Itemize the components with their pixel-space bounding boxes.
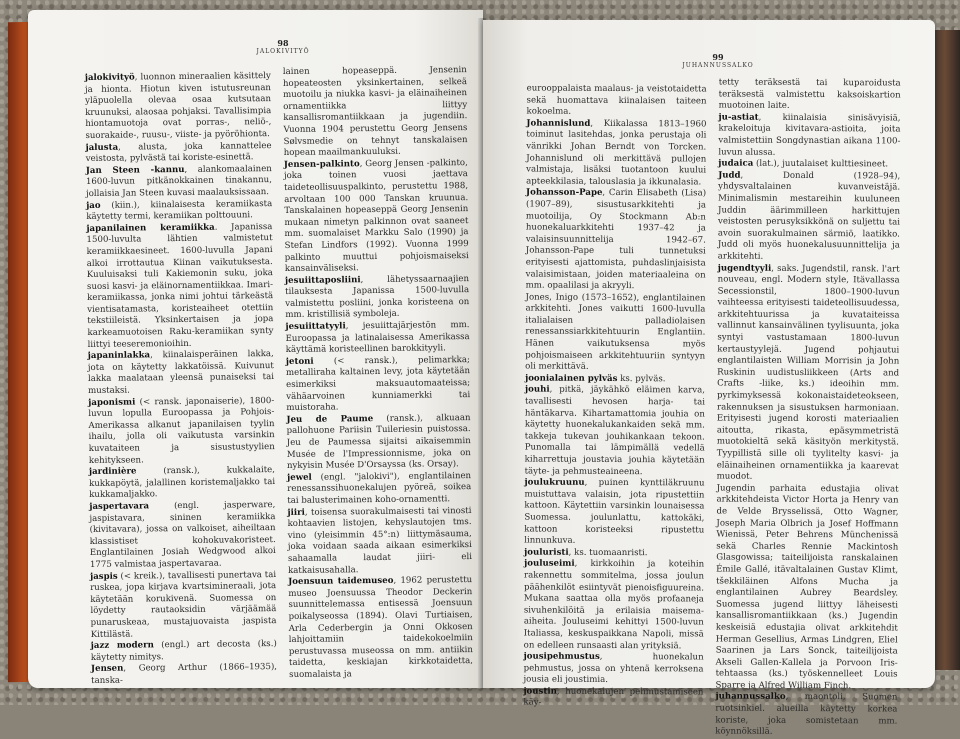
entry-text: , Georg Arthur (1866–1935), tanska-	[91, 662, 278, 686]
entry-text: (engl. "jalokivi"), englantilainen renessanssihuonekalujen pyöreä, soikea tai balusterimainen koho-ornamentti.	[287, 470, 472, 506]
entry-text: tetty teräksestä tai kuparoidusta teräksestä valmistettu kaksoiskartion muotoinen laite.	[718, 77, 901, 112]
dictionary-entry	[715, 692, 897, 739]
entry-headword: jouhi	[525, 384, 550, 396]
dictionary-entry	[86, 199, 272, 224]
entry-text: , alusta, joka kannattelee veistosta, pylvästä tai koriste-esinettä.	[85, 140, 272, 165]
entry-headword: jesuiittaposliini	[284, 274, 361, 286]
entry-headword: jiiri	[287, 507, 305, 518]
entry-text: , Carin Elisabeth (Lisa) (1907–89), sisustusarkkitehti ja muotoilija, Oy Stockmann Ab:n huonekaluarkkitehti 1937–42 ja valaisinsuunnittelija 1942–67. Johansson-Pape tuli tunnetuksi erityisesti ajattomista, puhdaslinjaisista valaisimistaan, joiden materiaaleina on mm. opaalilasi ja akryyli.	[525, 188, 707, 292]
entry-headword: ju-astiat	[718, 112, 759, 123]
entry-text: (engl.) art decosta (ks.) käytetty nimitys.	[90, 639, 277, 663]
dictionary-entry	[91, 639, 277, 664]
dictionary-entry	[288, 575, 473, 681]
dictionary-entry	[285, 320, 469, 357]
entry-headword: Jensen	[90, 663, 124, 675]
entry-headword: japaninlakka	[87, 350, 151, 362]
right-page	[483, 20, 935, 738]
entry-text: (< ransk.), pelimarkka; metalliraha kaltainen levy, jota käytetään esimerkiksi maksuautomaateissa; vähäarvoinen kunniamerkki tai muistoraha.	[285, 354, 471, 414]
entry-text: , Georg Jensen -palkinto, joka toinen vuosi jaettava taideteollisuuspalkinto, perustettu 1988, arvoltaan 100 000 Tanskan kruunua. Tanskalainen hopeaseppä Georg Jensenin mukaan nimetyn palkinnon ovat saaneet mm. suomalaiset Markku Salo (1990) ja Stefan Lindfors (1992). Vuonna 1999 palkinto muuttui pohjoismaiseksi kansainväliseksi.	[283, 157, 469, 275]
left-page-header	[253, 38, 313, 55]
dictionary-entry	[525, 373, 705, 386]
dictionary-entry	[89, 500, 276, 572]
right-running-head: JUHANNUSSALKO	[682, 62, 754, 69]
dictionary-entry	[718, 170, 900, 264]
entry-headword: jardinière	[88, 466, 137, 478]
right-page-column-2	[715, 78, 900, 739]
entry-text: . Japanissa 1500-luvulta lähtien valmistetut keramiikkaesineet. 1600-luvulla Japani alkoi irrottautua Kiinan vaikutuksesta. Kuuluisaksi tuli Kakiemonin suku, joka suosi kasvi- ja eläinornamentiikkaa. Imari-keramiikassa, jonka nimi johtui tärkeästä vientisatamasta, koristeaiheet otettiin tekstiileistä. Yksinkertaisen ja jopa karkeamuotoisen Raku-keramiikan synty liittyi teeseremonioihin.	[86, 221, 274, 350]
entry-text: , saks. Jugendstil, ransk. l'art nouveau, engl. Modern style, Itävallassa Secessionstil, 1800–1900-luvun vaihteessa erityisesti taideteollisuudessa, arkkitehtuurissa ja kuvataiteissa vallinnut kansainvälinen tyylisuunta, joka syntyi vastustamaan 1800-luvun kertaustyylejä. Jugend pohjautui englantilaisten William Morrisin ja John Ruskinin uudistusliikkeen (Arts and Crafts -liike, ks.) ideoihin mm. pyrkimyksessä kokonaistaideteokseen, rakennuksen ja sisustuksen harmoniaan. Erityisesti jugend korosti materiaalien aitoutta, rikasta, epäsymmetristä muotokieltä sekä käsityön merkitystä. Tyypillistä sille oli tyylitelty kasvi- ja eläinaiheinen ornamentiikka ja kaarevat muodot.	[716, 263, 900, 482]
dictionary-entry	[718, 112, 900, 159]
dictionary-entry	[284, 158, 469, 276]
entry-headword: jaspertavara	[89, 501, 150, 512]
entry-headword: japonismi	[88, 397, 136, 408]
dictionary-entry	[287, 506, 472, 577]
dictionary-entry	[89, 465, 275, 502]
entry-text: , alankomaalainen 1600-luvun pitkänokkainen tinakannu, jollaisia Jan Steen kuvasi maalauksissaan.	[85, 163, 272, 199]
entry-headword: Johannislund	[526, 118, 591, 129]
entry-text: (kiin.), kiinalaisesta keramiikasta käytetty termi, keramiikan polttouuni.	[86, 198, 273, 223]
entry-text: , puinen kynttiläkruunu muistuttava valaisin, jota ripustettiin kattoon. Käytettiin varsinkin lounaisessa Suomessa. joulunlattu, kattokäki, kattoon koristeeksi ripustettu linnunkuva.	[524, 478, 705, 546]
left-page-column-1	[85, 71, 277, 687]
entry-text: (engl. jasperware, jaspistavara, sininen keramiikka (kivitavara), jossa on valkoiset, aiheiltaan klassistiset kohokuvakoristeet. Englantilainen Josiah Wedgwood alkoi 1775 valmistaa jaspertavaraa.	[89, 499, 276, 570]
dictionary-entry	[86, 164, 272, 201]
entry-text: (lat.), juutalaiset kulttiesineet.	[753, 158, 889, 170]
left-page-number: 98	[277, 38, 289, 48]
entry-text: Jones, Inigo (1573–1652), englantilainen arkkitehti. Jones vaikutti 1600-luvulla italialaisen palladiolaisen renessanssiarkkitehtuurin Englantiin. Hänen vaikutuksensa myös pohjoismaiseen arkkitehtuuriin syntyyn oli merkittävä.	[525, 292, 706, 373]
entry-headword: joustin	[523, 686, 557, 697]
entry-text: , maontoli, Suomen ruotsinkiel. alueilla käytetty korkea koriste, joka somistetaan mm. köynnöksillä.	[715, 692, 898, 738]
dictionary-entry	[86, 141, 272, 166]
dictionary-entry	[523, 652, 703, 688]
dictionary-entry	[524, 547, 704, 560]
entry-text: lainen hopeaseppä. Jensenin hopeateosten yksinkertainen, selkeä muotoilu ja niukka kasvi- ja eläinaiheinen ornamentiikka liittyy kansallisromantiikkaan ja jugendiin. Vuonna 1904 perustettu Georg Jensens Sølvsmedie on tehnyt tanskalaisen hopean maailmankuuluksi.	[282, 65, 468, 159]
dictionary-entry	[718, 159, 900, 172]
entry-text: (< kreik.), tavallisesti punertava tai ruskea, jopa kirjava kvartsimineraali, jota käytetään korukivenä. Suomessa on löydetty rautaoksidin värjäämää punaruskeaa, mustajuovaista jaspista Kittilästä.	[90, 569, 277, 640]
dictionary-entry	[286, 413, 471, 473]
dictionary-entry	[525, 385, 705, 479]
right-page-header	[678, 52, 758, 69]
right-page-column-1	[523, 84, 706, 711]
right-page-number: 99	[712, 52, 724, 62]
entry-text: Jugendin parhaita edustajia olivat arkkitehdeista Victor Horta ja Henry van de Velde Brysselissä, Otto Wagner, Joseph Maria Olbrich ja Josef Hoffmann Wienissä, Peter Behrens Münchenissä sekä Charles Rennie Mackintosh Glasgowissa; taiteilijoista ranskalainen Émile Gallé, itävaltalainen Gustav Klimt, tšekkiläinen Alfons Mucha ja englantilainen Aubrey Beardsley. Suomessa jugend liittyy läheisesti kansallisromantiikkaan (ks.) Jugendin keskeisiä edustajia olivat arkkitehdit Herman Gesellius, Armas Lindgren, Eliel Saarinen ja Lars Sonck, taiteilijoista Akseli Gallen-Kallela ja Porvoon Iris-tehtaassa (ks.) työskennelleet Louis Sparre ja Alfred William Finch.	[715, 483, 899, 692]
dictionary-entry	[523, 686, 703, 710]
entry-text: , kiinalaisperäinen lakka, jota on käytetty lakkatöissä. Kuivunut lakka maalataan yleensä punaiseksi tai mustaksi.	[87, 349, 275, 397]
dictionary-entry	[86, 222, 273, 351]
entry-headword: jao	[86, 200, 101, 211]
entry-text: , jesuiittajärjestön mm. Euroopassa ja latinalaisessa Amerikassa käyttämä koristeellinen barokkityyli.	[285, 320, 470, 356]
dictionary-entry	[88, 396, 275, 468]
dictionary-entry	[524, 478, 704, 549]
dictionary-entry	[88, 349, 274, 397]
dictionary-entry	[91, 662, 277, 687]
entry-headword: Joensuun taidemuseo	[288, 575, 394, 588]
entry-headword: jazz modern	[90, 640, 154, 652]
entry-headword: japanilainen keramiikka	[86, 222, 215, 234]
entry-headword: Jan Steen -kannu	[85, 164, 185, 176]
dictionary-entry	[524, 559, 704, 653]
entry-text: , luonnon mineraalien käsittely ja hionta. Hiotun kiven istutusreunan yläpuolella olevaa osaa kutsutaan kruunuksi, alaosaa pohjaksi. Tavallisimpia hiontamuotoja ovat porras-, neliö-, suorakaide-, ruusu-, viiste- ja pyöröhionta.	[84, 71, 272, 141]
dictionary-entry	[283, 65, 468, 160]
entry-text: , kiinalaisia sinisävyisiä, krakeloituja kivitavara-astioita, joita valmistettiin Songdynastian aikana 1100-luvun alussa.	[718, 112, 901, 158]
entry-headword: jaspis	[90, 571, 118, 582]
dictionary-entry	[717, 263, 900, 484]
dictionary-entry	[90, 570, 277, 642]
entry-text: (ransk.), alkuaan pallohuone Pariisin Tuileriesin puistossa. Jeu de Paumessa sijaitsi aikaisemmin Musée de l'Impressionnisme, joka on nykyisin Musée D'Orsayssa (ks. Orsay).	[286, 412, 471, 472]
entry-headword: jouluristi	[524, 547, 569, 558]
dictionary-entry	[286, 355, 471, 415]
entry-text: (ransk.), kukkalaite, kukkapöytä, jalallinen koristemaljakko tai kukkamaljakko.	[89, 465, 276, 501]
entry-headword: jalokivityö	[84, 72, 135, 83]
dictionary-entry	[285, 274, 469, 322]
dictionary-entry	[85, 71, 272, 143]
entry-text: , Kiikalassa 1813–1960 toiminut lasitehdas, jonka perustaja oli vänrikki Johan Berndt von Torcken. Johannislund oli merkittävä pullojen valmistaja, lisäksi tuotantoon kuului apteekkilasia, talouslasia ja ikkunalasia.	[526, 118, 707, 188]
entry-headword: Judd	[718, 170, 741, 181]
entry-headword: jetoni	[285, 356, 314, 367]
dictionary-entry	[526, 84, 706, 120]
entry-text: , huonekalun pehmustus, jossa on yhtenä kerroksena jousia eli joustimia.	[523, 652, 704, 686]
entry-headword: jousipehmustus	[523, 651, 600, 663]
dictionary-entry	[716, 483, 899, 693]
dictionary-entry	[526, 188, 707, 293]
entry-headword: jesuiittatyyli	[285, 321, 346, 333]
entry-text: eurooppalaista maalaus- ja veistotaidetta sekä huomattava kiinalaisen taiteen kokoelma.	[526, 83, 707, 117]
left-page	[28, 10, 483, 688]
entry-text: , Donald (1928–94), yhdysvaltalainen kuvanveistäjä. Minimalismin mestareihin kuuluneen Juddin äärimmilleen harkittujen veistosten perusyksikkönä on suljettu tai avoin suorakulmainen särmiö, laatikko. Judd oli myös huonekalusuunnittelija ja arkkitehti.	[717, 170, 901, 262]
dictionary-entry	[719, 78, 901, 114]
dictionary-entry	[287, 471, 471, 508]
entry-text: , huonekalujen pehmustamiseen käy-	[523, 686, 704, 709]
entry-text: , pitkä, jäykähkö eläimen karva, tavallisesti hevosen harja- tai häntäkarva. Kihartamattomia jouhia on käytetty huonekalukankaiden sekä mm. takkeja tukevan jouhikankaan tekoon. Punomalla tai lämpimällä vedellä kiharrettuja joustavia jouhia käytetään täyte- ja pehmusteaineena.	[524, 385, 706, 477]
entry-text: , lähetyssaarnaajien tilauksesta Japanissa 1500-luvulla valmistettu posliini, jonka koristeena on mm. kristillisiä symboleja.	[285, 273, 470, 321]
entry-text: , 1962 perustettu museo Joensuussa Theodor Deckerin suunnittelemassa entisessä Joensuun poikalyseossa (1894). Olavi Turtiaisen, Arla Cederbergin ja Onni Okkosen lahjoittamiin taidekokoelmiin perustuvassa museossa on mm. antiikin taidetta, keskiajan kirkkotaidetta, suomalaista ja	[288, 575, 474, 680]
entry-text: , toisensa suorakulmaisesti tai vinosti kohtaavien listojen, kehyslautojen tms. vino (yleisimmin 45°:n) liittymäsauma, joka voidaan saada aikaan esimerkiksi sahaamalla laudat jiiri- eli katkaisusahalla.	[287, 505, 472, 576]
entry-headword: Jensen-palkinto	[283, 158, 360, 170]
entry-headword: jouluseimi	[524, 558, 575, 570]
entry-headword: jalusta	[85, 142, 119, 153]
entry-headword: juhannussalko	[715, 691, 786, 703]
entry-headword: Jeu de Paume	[286, 413, 374, 425]
entry-headword: joonialainen pylväs	[525, 373, 618, 384]
entry-text: , kirkkoihin ja koteihin rakennettu sommitelma, jossa joulun päähenkilöt esiintyvät pienoisfiguureina. Mukana saattaa olla myös profaaneja sivuhenkilöitä ja erilaisia maisema-aiheita. Jouluseimi kehittyi 1500-luvun Italiassa, keskuspaikkana Napoli, missä on edelleen runsaasti alan yrityksiä.	[523, 559, 705, 651]
entry-headword: judaica	[718, 158, 754, 169]
entry-text: , ks. tuomaanristi.	[568, 547, 648, 558]
dictionary-entry	[526, 118, 706, 189]
left-running-head: JALOKIVITYÖ	[256, 48, 310, 55]
entry-text: (< ransk. japonaiserie), 1800-luvun lopulla Euroopassa ja Pohjois-Amerikassa alkanut japanilaisen tyylin ihailu, jolla oli vaikutusta varsinkin kuvataiteen ja sisustustyylien kehitykseen.	[88, 395, 275, 466]
entry-headword: jewel	[287, 472, 312, 483]
entry-headword: jugendtyyli	[717, 263, 772, 274]
dictionary-entry	[525, 292, 705, 374]
entry-headword: Johansson-Pape	[526, 187, 603, 199]
entry-headword: joulukruunu	[524, 477, 585, 489]
left-page-column-2	[283, 65, 473, 681]
entry-text: ks. pylväs.	[617, 373, 666, 385]
